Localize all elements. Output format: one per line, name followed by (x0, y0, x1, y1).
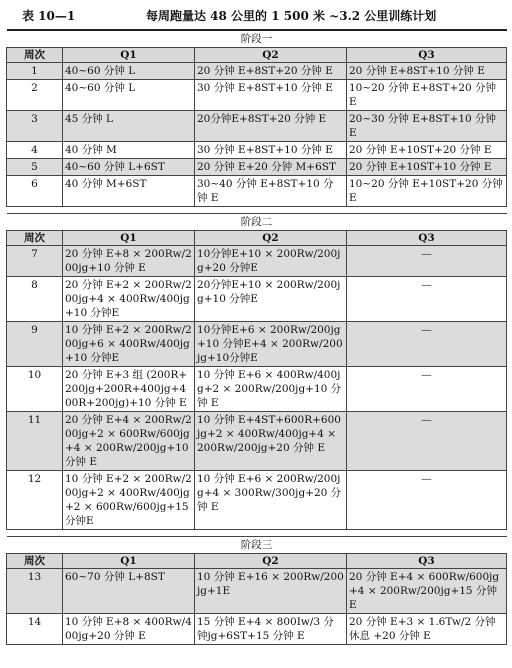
q1-cell: 40~60 分钟 L (63, 63, 195, 80)
q2-cell: 10分钟E+10 × 200Rw/200jg+20 分钟E (195, 246, 347, 277)
week-cell: 12 (7, 471, 63, 530)
column-header-q1: Q1 (63, 231, 195, 246)
column-header-q1: Q1 (63, 48, 195, 63)
q1-cell: 10 分钟 E+2 × 200Rw/200jg+2 × 400Rw/400jg+2 × 600Rw/600jg+15 分钟E (63, 471, 195, 530)
table-row (7, 277, 507, 322)
q1-cell: 20 分钟 E+4 × 200Rw/200jg+2 × 600Rw/600jg+4 × 200Rw/200jg+10 分钟 E (63, 412, 195, 471)
q2-cell: 30 分钟 E+8ST+10 分钟 E (195, 142, 347, 159)
table-row (7, 142, 507, 159)
week-cell: 11 (7, 412, 63, 471)
q3-cell: — (347, 246, 507, 277)
week-cell: 14 (7, 614, 63, 645)
q3-cell: — (347, 277, 507, 322)
q1-cell: 40~60 分钟 L (63, 80, 195, 111)
week-cell: 2 (7, 80, 63, 111)
q2-cell: 10 分钟 E+6 × 400Rw/400jg+2 × 200Rw/200jg+10 分钟 E (195, 367, 347, 412)
table-number: 表 10—1 (22, 9, 76, 23)
table-row (7, 412, 507, 471)
q1-cell: 10 分钟 E+8 × 400Rw/400jg+20 分钟 E (63, 614, 195, 645)
q1-cell: 40 分钟 M (63, 142, 195, 159)
q3-cell: — (347, 412, 507, 471)
column-header-week: 周次 (7, 554, 63, 569)
stage-row (7, 537, 507, 554)
q3-cell: 20 分钟 E+3 × 1.6Tw/2 分钟休息 +20 分钟 E (347, 614, 507, 645)
q1-cell: 40 分钟 M+6ST (63, 176, 195, 207)
q3-cell: 20 分钟 E+8ST+10 分钟 E (347, 63, 507, 80)
table-row (7, 471, 507, 530)
table-row (7, 80, 507, 111)
q3-cell: — (347, 471, 507, 530)
q3-cell: 20 分钟 E+4 × 600Rw/600jg+4 × 200Rw/200jg+15 分钟 E (347, 569, 507, 614)
q3-cell: 20 分钟 E+10ST+20 分钟 E (347, 142, 507, 159)
stage-row (7, 30, 507, 48)
table-row (7, 367, 507, 412)
q3-cell: 10~20 分钟 E+10ST+20 分钟 E (347, 176, 507, 207)
header-row (7, 554, 507, 569)
q2-cell: 10 分钟 E+6 × 200Rw/200jg+4 × 300Rw/300jg+20 分钟 E (195, 471, 347, 530)
q2-cell: 20分钟E+10 × 200Rw/200jg+10 分钟E (195, 277, 347, 322)
q1-cell: 10 分钟 E+2 × 200Rw/200jg+6 × 400Rw/400jg+10 分钟E (63, 322, 195, 367)
week-cell: 1 (7, 63, 63, 80)
week-cell: 3 (7, 111, 63, 142)
stage-gap (7, 530, 507, 537)
column-header-q2: Q2 (195, 231, 347, 246)
gap-cell (7, 530, 507, 537)
table-row (7, 614, 507, 645)
stage-title: 阶段三 (7, 537, 507, 554)
week-cell: 8 (7, 277, 63, 322)
table-caption (6, 7, 506, 29)
q1-cell: 60~70 分钟 L+8ST (63, 569, 195, 614)
table-row (7, 159, 507, 176)
q1-cell: 20 分钟 E+3 组 (200R+200jg+200R+400jg+400R+200jg)+10 分钟 E (63, 367, 195, 412)
column-header-q2: Q2 (195, 48, 347, 63)
column-header-q3: Q3 (347, 554, 507, 569)
table-row (7, 569, 507, 614)
q1-cell: 20 分钟 E+8 × 200Rw/200jg+10 分钟 E (63, 246, 195, 277)
column-header-week: 周次 (7, 231, 63, 246)
table-row (7, 246, 507, 277)
column-header-q3: Q3 (347, 231, 507, 246)
q3-cell: — (347, 322, 507, 367)
q2-cell: 20分钟E+8ST+20 分钟 E (195, 111, 347, 142)
q2-cell: 30~40 分钟 E+8ST+10 分钟 E (195, 176, 347, 207)
stage-title: 阶段一 (7, 30, 507, 48)
column-header-q2: Q2 (195, 554, 347, 569)
header-row (7, 231, 507, 246)
stage-title: 阶段二 (7, 214, 507, 231)
week-cell: 6 (7, 176, 63, 207)
q1-cell: 45 分钟 L (63, 111, 195, 142)
week-cell: 4 (7, 142, 63, 159)
week-cell: 13 (7, 569, 63, 614)
q1-cell: 40~60 分钟 L+6ST (63, 159, 195, 176)
q2-cell: 15 分钟 E+4 × 800Iw/3 分钟jg+6ST+15 分钟 E (195, 614, 347, 645)
q2-cell: 10 分钟 E+4ST+600R+600jg+2 × 400Rw/400jg+4 × 200Rw/200jg+20 分钟 E (195, 412, 347, 471)
column-header-q1: Q1 (63, 554, 195, 569)
table-body (7, 30, 507, 645)
table-row (7, 176, 507, 207)
column-header-q3: Q3 (347, 48, 507, 63)
q3-cell: 20 分钟 E+10ST+10 分钟 E (347, 159, 507, 176)
q1-cell: 20 分钟 E+2 × 200Rw/200jg+4 × 400Rw/400jg+10 分钟E (63, 277, 195, 322)
q2-cell: 20 分钟 E+8ST+20 分钟 E (195, 63, 347, 80)
q2-cell: 20 分钟 E+20 分钟 M+6ST (195, 159, 347, 176)
q3-cell: 20~30 分钟 E+8ST+10 分钟 E (347, 111, 507, 142)
table-row (7, 111, 507, 142)
week-cell: 5 (7, 159, 63, 176)
column-header-week: 周次 (7, 48, 63, 63)
q2-cell: 30 分钟 E+8ST+10 分钟 E (195, 80, 347, 111)
training-plan-table (6, 29, 507, 645)
table-title: 每周跑量达 48 公里的 1 500 米 ~3.2 公里训练计划 (146, 9, 437, 23)
week-cell: 7 (7, 246, 63, 277)
table-row (7, 322, 507, 367)
gap-cell (7, 207, 507, 214)
table-row (7, 63, 507, 80)
q3-cell: — (347, 367, 507, 412)
stage-gap (7, 207, 507, 214)
q2-cell: 10分钟E+6 × 200Rw/200jg+10 分钟E+4 × 200Rw/200jg+10分钟E (195, 322, 347, 367)
week-cell: 9 (7, 322, 63, 367)
week-cell: 10 (7, 367, 63, 412)
q2-cell: 10 分钟 E+16 × 200Rw/200jg+1E (195, 569, 347, 614)
stage-row (7, 214, 507, 231)
q3-cell: 10~20 分钟 E+8ST+20 分钟 E (347, 80, 507, 111)
header-row (7, 48, 507, 63)
